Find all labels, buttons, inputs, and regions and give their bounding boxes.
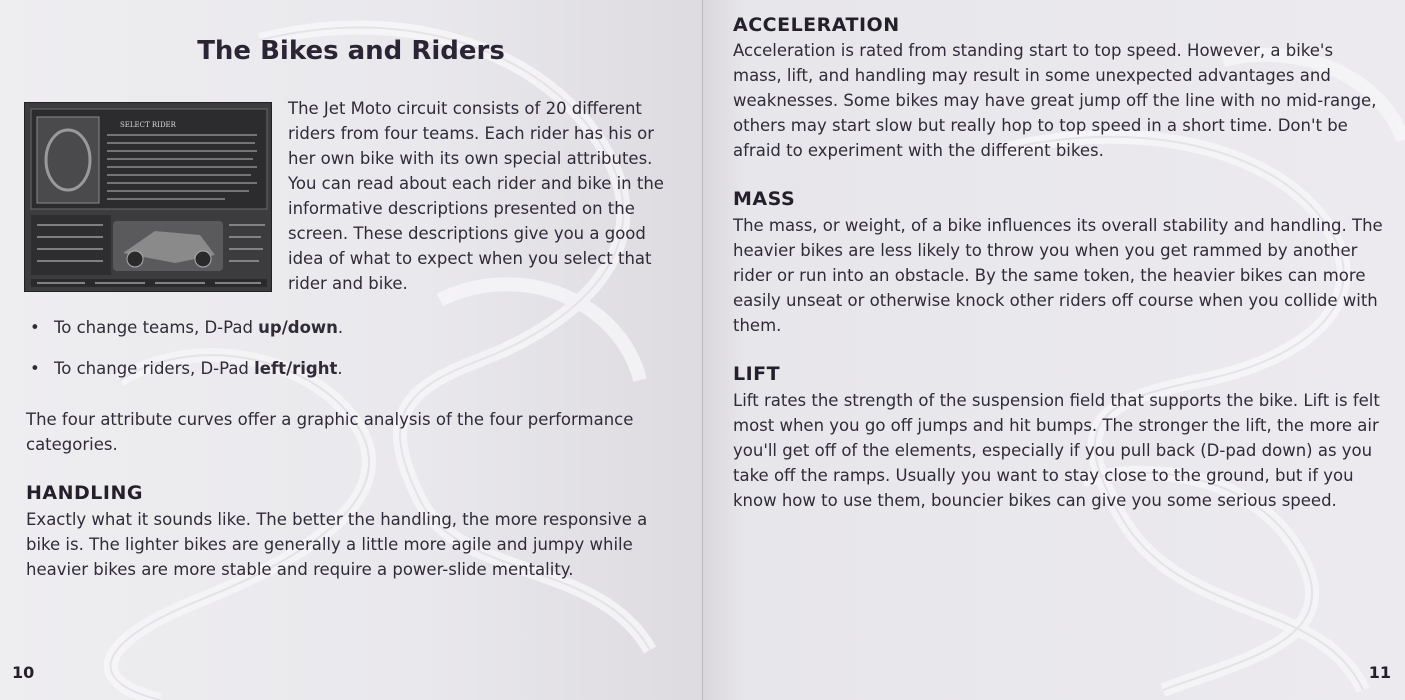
handling-heading: HANDLING xyxy=(26,482,143,504)
rider-select-screenshot xyxy=(24,102,272,292)
bullet-emphasis: left/right xyxy=(254,359,338,378)
left-page xyxy=(0,0,702,700)
lift-heading: LIFT xyxy=(733,363,781,385)
acceleration-heading: ACCELERATION xyxy=(733,14,900,36)
bullet-text: To change teams, D-Pad xyxy=(54,318,259,337)
attribute-curves-paragraph: The four attribute curves offer a graphic analysis of the four performance categories. xyxy=(26,410,634,454)
page-number-left: 10 xyxy=(12,663,35,682)
page-number-right: 11 xyxy=(1368,663,1391,682)
mass-text: The mass, or weight, of a bike influences its overall stability and handling. The heavier bikes are less likely to throw you when you get rammed by another rider or run into an obstacle. By the same token, the heavier bikes can more easily unseat or otherwise knock other riders off course when you collide with them. xyxy=(733,216,1383,335)
page-title: The Bikes and Riders xyxy=(197,36,505,66)
mass-heading: MASS xyxy=(733,188,796,210)
bullet-emphasis: up/down xyxy=(258,318,338,337)
bullet-change-teams: • To change teams, D-Pad up/down. xyxy=(30,318,344,337)
handling-text: Exactly what it sounds like. The better the handling, the more responsive a bike is. The lighter bikes are generally a little more agile and jumpy while heavier bikes are more stable and require a power-slide mentality. xyxy=(26,510,648,579)
control-bullets xyxy=(28,316,668,398)
bullet-end: . xyxy=(337,359,343,378)
bullet-text: To change riders, D-Pad xyxy=(54,359,255,378)
intro-paragraph: The Jet Moto circuit consists of 20 different riders from four teams. Each rider has his or her own bike with its own special attributes. You can read about each rider and bike in the informative descriptions presented on the screen. These descriptions give you a good idea of what to expect when you select that rider and bike. xyxy=(288,99,664,293)
lift-text: Lift rates the strength of the suspension field that supports the bike. Lift is felt most when you go off jumps and hit bumps. The stronger the lift, the more air you'll get off of the elements, especially if you pull back (D-pad down) as you take off the ramps. Usually you want to stay close to the ground, but if you know how to use them, bouncier bikes can give you some serious speed. xyxy=(733,391,1380,510)
acceleration-text: Acceleration is rated from standing start to top speed. However, a bike's mass, lift, and handling may result in some unexpected advantages and weaknesses. Some bikes may have great jump off the line with no mid-range, others may start slow but really hop to top speed in a short time. Don't be afraid to experiment with the different bikes. xyxy=(733,41,1377,160)
bullet-change-riders: • To change riders, D-Pad left/right. xyxy=(30,359,343,378)
bullet-end: . xyxy=(337,318,344,337)
right-page xyxy=(703,0,1405,700)
screenshot-caption: SELECT RIDER xyxy=(120,121,176,129)
screenshot-image xyxy=(25,103,272,292)
